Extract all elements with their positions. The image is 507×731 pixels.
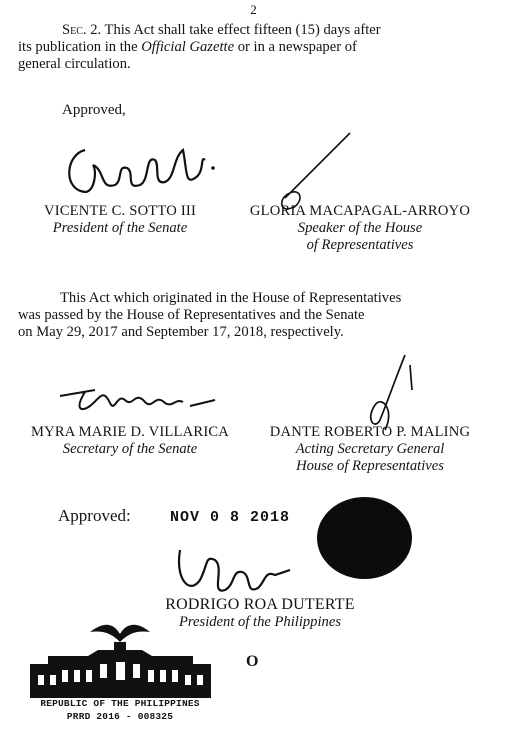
signatory-name: GLORIA MACAPAGAL-ARROYO (249, 203, 471, 219)
president-title: President of the Philippines (179, 614, 341, 630)
section-label: Sec. 2. (62, 22, 102, 38)
signatory-sotto (20, 203, 220, 237)
section-line-2-post: or in a newspaper of (237, 39, 357, 55)
signatory-title-2: House of Representatives (296, 458, 444, 474)
signature-villarica (55, 378, 225, 418)
section-paragraph (18, 22, 488, 73)
signatory-title: Speaker of the House (297, 220, 423, 236)
approval-date-stamp: NOV 0 8 2018 (170, 509, 291, 526)
signatory-title: Secretary of the Senate (62, 441, 198, 457)
page-number: 2 (250, 2, 257, 17)
signatory-arroyo (225, 203, 495, 254)
origination-line-3: on May 29, 2017 and September 17, 2018, respectively. (18, 324, 344, 340)
origination-line-1: This Act which originated in the House of Representatives (60, 290, 402, 306)
signatory-title: President of the Senate (52, 220, 188, 236)
section-line-1: This Act shall take effect fifteen (15) days after (104, 22, 381, 38)
official-gazette: Official Gazette (141, 39, 235, 55)
signature-sotto (55, 130, 235, 205)
section-line-3: general circulation. (18, 56, 131, 72)
seal-dot (317, 497, 412, 579)
president-name: RODRIGO ROA DUTERTE (165, 596, 355, 613)
approved-label: Approved, (62, 102, 126, 118)
signatory-title: Acting Secretary General (295, 441, 445, 457)
stamp-code: PRRD 2016 - 008325 (66, 711, 174, 722)
signatory-name: VICENTE C. SOTTO III (43, 203, 197, 219)
signatory-maling (245, 424, 495, 475)
signatory-villarica (20, 424, 240, 458)
section-mark: O (246, 653, 259, 670)
final-approved-label: Approved: (58, 506, 131, 525)
signatory-name: MYRA MARIE D. VILLARICA (30, 424, 230, 440)
malacanang-building-icon (28, 620, 213, 698)
stamp-republic: REPUBLIC OF THE PHILIPPINES (40, 698, 200, 709)
origination-line-2: was passed by the House of Representatives and the Senate (18, 307, 365, 323)
signatory-title-2: of Representatives (306, 237, 414, 253)
section-line-2-pre: its publication in the (18, 39, 138, 55)
origination-paragraph (18, 290, 488, 341)
signatory-name: DANTE ROBERTO P. MALING (269, 424, 471, 440)
